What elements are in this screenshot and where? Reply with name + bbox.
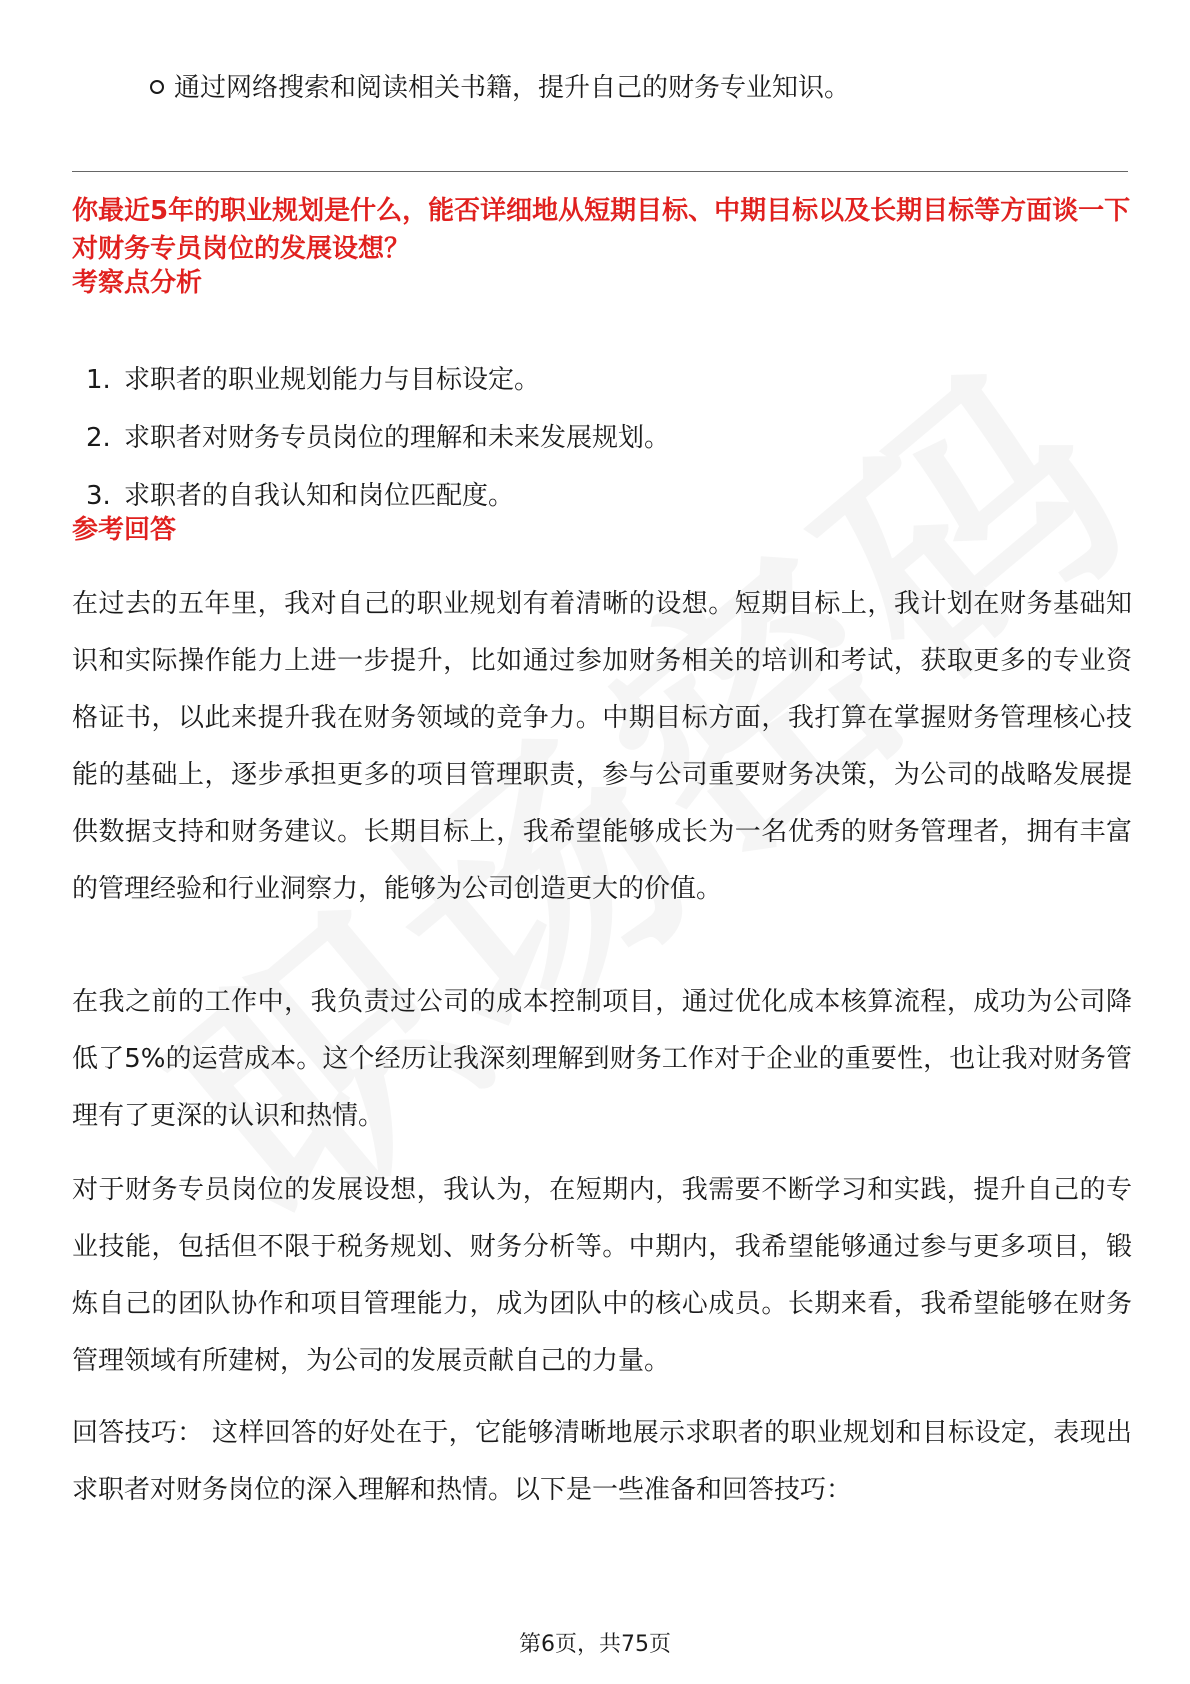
hollow-bullet-icon [150,80,164,94]
analysis-list [86,362,670,536]
list-item [86,420,670,478]
page-number: 第6页，共75页 [519,1632,671,1657]
list-item-text: 求职者对财务专员岗位的理解和未来发展规划。 [124,423,671,453]
answer-paragraph: 在过去的五年里，我对自己的职业规划有着清晰的设想。短期目标上，我计划在财务基础知识和实际操作能力上进一步提升，比如通过参加财务相关的培训和考试，获取更多的专业资格证书，以此来提升我在财务领域的竞争力。中期目标方面，我打算在掌握财务管理核心技能的基础上，逐步承担更多的项目管理职责，参与公司重要财务决策，为公司的战略发展提供数据支持和财务建议。长期目标上，我希望能够成长为一名优秀的财务管理者，拥有丰富的管理经验和行业洞察力，能够为公司创造更大的价值。 [72,589,1132,904]
list-item-text: 求职者的自我认知和岗位匹配度。 [124,481,515,511]
analysis-heading: 考察点分析 [72,268,203,298]
top-bullet-text: 通过网络搜索和阅读相关书籍，提升自己的财务专业知识。 [174,73,851,103]
section-divider [72,171,1128,172]
list-item-number: 1. [86,365,111,395]
list-item-number: 3. [86,481,111,511]
list-item-number: 2. [86,423,111,453]
interview-question: 你最近5年的职业规划是什么，能否详细地从短期目标、中期目标以及长期目标等方面谈一下对财务专员岗位的发展设想？ [72,196,1131,264]
answer-paragraph: 在我之前的工作中，我负责过公司的成本控制项目，通过优化成本核算流程，成功为公司降低了5%的运营成本。这个经历让我深刻理解到财务工作对于企业的重要性，也让我对财务管理有了更深的认识和热情。 [72,987,1132,1131]
top-bullet-item [150,68,850,108]
list-item [86,362,670,420]
answer-tips-paragraph: 回答技巧： 这样回答的好处在于，它能够清晰地展示求职者的职业规划和目标设定，表现出求职者对财务岗位的深入理解和热情。以下是一些准备和回答技巧： [72,1418,1132,1505]
answer-heading: 参考回答 [72,515,177,545]
answer-paragraph: 对于财务专员岗位的发展设想，我认为，在短期内，我需要不断学习和实践，提升自己的专业技能，包括但不限于税务规划、财务分析等。中期内，我希望能够通过参与更多项目，锻炼自己的团队协作和项目管理能力，成为团队中的核心成员。长期来看，我希望能够在财务管理领域有所建树，为公司的发展贡献自己的力量。 [72,1175,1132,1376]
list-item-text: 求职者的职业规划能力与目标设定。 [124,365,541,395]
